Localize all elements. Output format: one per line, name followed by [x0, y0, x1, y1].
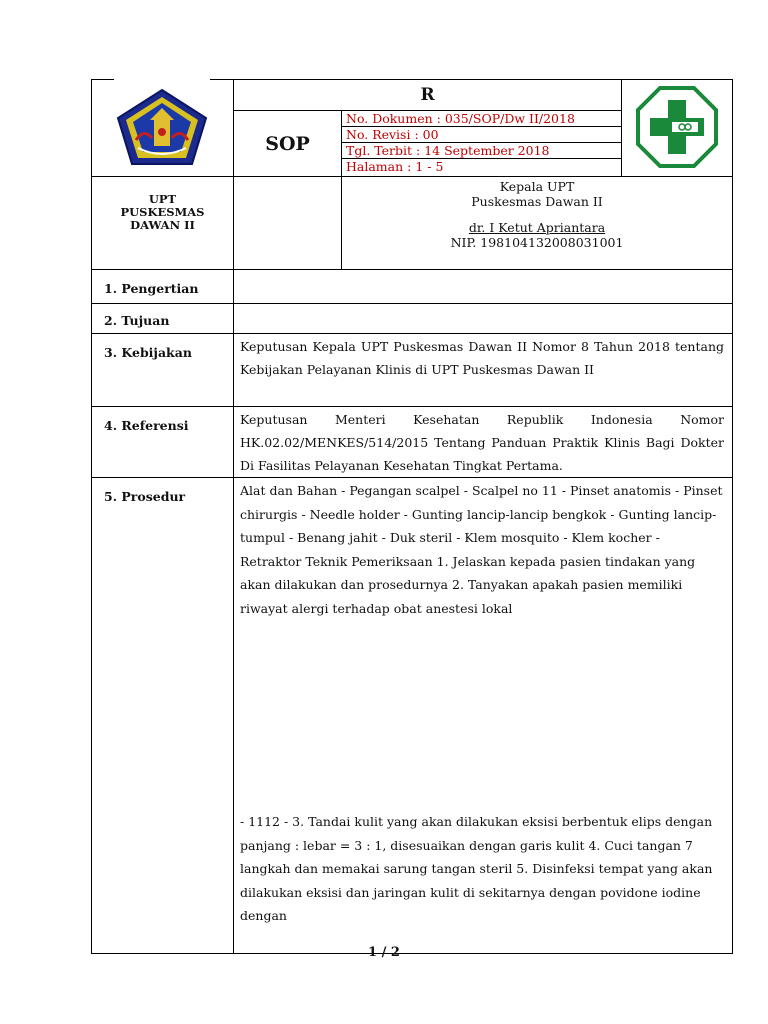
section-label-tujuan: 2. Tujuan: [92, 304, 234, 334]
doc-revision: No. Revisi : 00: [342, 127, 621, 143]
section-label-prosedur: 5. Prosedur: [92, 478, 234, 954]
prosedur-part-1: Alat dan Bahan - Pegangan scalpel - Scalpel no 11 - Pinset anatomis - Pinset chirurgis - Needle holder - Gunting lancip-lancip bengkok - Gunting lancip-tumpul - Benang jahit - Duk steril - Klem mosquito - Klem kocher - Retraktor Teknik Pemeriksaan 1. Jelaskan kepada pasien tindakan yang akan dilakukan dan prosedurnya 2. Tanyakan apakah pasien memiliki riwayat alergi terhadap obat anestesi lokal: [240, 483, 723, 616]
unit-name: UPT PUSKESMAS DAWAN II: [92, 177, 234, 270]
section-content-pengertian: [234, 270, 733, 304]
section-content-tujuan: [234, 304, 733, 334]
kemenkes-cross-icon: [636, 86, 718, 168]
section-content-prosedur: [234, 478, 733, 954]
bali-province-emblem-icon: [114, 88, 210, 168]
document-title: R: [234, 80, 622, 111]
section-label-referensi: 4. Referensi: [92, 407, 234, 478]
signatory-name: dr. I Ketut Apriantara: [468, 220, 606, 235]
doc-issue-date: Tgl. Terbit : 14 September 2018: [342, 143, 621, 159]
section-label-pengertian: 1. Pengertian: [92, 270, 234, 304]
kemenkes-logo-cell: [622, 80, 733, 177]
prosedur-part-2: - 1112 - 3. Tandai kulit yang akan dilakukan eksisi berbentuk elips dengan panjang : lebar = 3 : 1, disesuaikan dengan garis kulit 4. Cuci tangan 7 langkah dan memakai sarung tangan steril 5. Disinfeksi tempat yang akan dilakukan eksisi dan jaringan kulit di sekitarnya dengan povidone iodine dengan: [240, 814, 713, 923]
signatory-position: Kepala UPT: [499, 179, 575, 194]
doc-page: Halaman : 1 - 5: [346, 159, 444, 174]
sop-document: [91, 79, 732, 954]
document-info: [342, 111, 622, 177]
section-content-kebijakan: Keputusan Kepala UPT Puskesmas Dawan II Nomor 8 Tahun 2018 tentang Kebijakan Pelayanan Klinis di UPT Puskesmas Dawan II: [234, 334, 733, 407]
signatory-unit: Puskesmas Dawan II: [471, 194, 603, 209]
logo-cell: [92, 80, 234, 177]
section-label-kebijakan: 3. Kebijakan: [92, 334, 234, 407]
doc-number: No. Dokumen : 035/SOP/Dw II/2018: [342, 111, 621, 127]
sop-label: SOP: [234, 111, 342, 177]
empty-cell: [234, 177, 342, 270]
section-content-referensi: Keputusan Menteri Kesehatan Republik Indonesia Nomor HK.02.02/MENKES/514/2015 Tentang Panduan Praktik Klinis Bagi Dokter Di Fasilitas Pelayanan Kesehatan Tingkat Pertama.: [234, 407, 733, 478]
page-number: 1 / 2: [368, 945, 400, 960]
sop-table: [91, 79, 733, 954]
signatory-nip: NIP. 198104132008031001: [450, 235, 624, 250]
signature-block: [342, 177, 733, 270]
